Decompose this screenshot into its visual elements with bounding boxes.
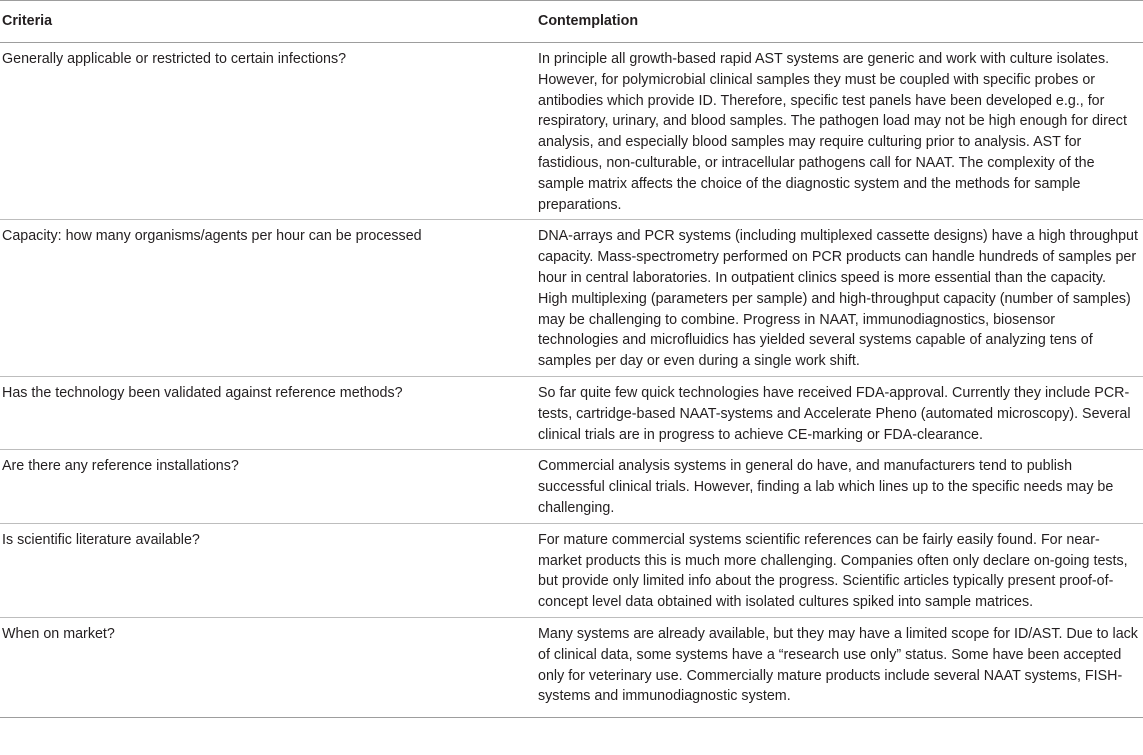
table-row (0, 43, 1143, 220)
criteria-cell: Capacity: how many organisms/agents per hour can be processed (0, 220, 536, 377)
criteria-cell: Are there any reference installations? (0, 450, 536, 523)
table-row (0, 450, 1143, 523)
criteria-cell: Is scientific literature available? (0, 523, 536, 617)
contemplation-cell: DNA-arrays and PCR systems (including multiplexed cassette designs) have a high throughput capacity. Mass-spectrometry performed on PCR products can handle hundreds of samples per hour in central laboratories. In outpatient clinics speed is more essential than the capacity. High multiplexing (parameters per sample) and high-throughput capacity (number of samples) may be challenging to combine. Progress in NAAT, immunodiagnostics, biosensor technologies and microfluidics has yielded several systems capable of analyzing tens of samples per day or even during a single work shift. (536, 220, 1143, 377)
criteria-cell: When on market? (0, 617, 536, 717)
table-row (0, 220, 1143, 377)
contemplation-cell: For mature commercial systems scientific references can be fairly easily found. For near-market products this is much more challenging. Companies often only declare on-going tests, but provide only limited info about the progress. Scientific articles typically present proof-of-concept level data obtained with isolated cultures spiked into sample matrices. (536, 523, 1143, 617)
table-row (0, 617, 1143, 717)
table-body (0, 43, 1143, 718)
header-contemplation: Contemplation (536, 1, 1143, 43)
table-row (0, 376, 1143, 449)
contemplation-cell: Commercial analysis systems in general do have, and manufacturers tend to publish successful clinical trials. However, finding a lab which lines up to the specific needs may be challenging. (536, 450, 1143, 523)
contemplation-cell: So far quite few quick technologies have received FDA-approval. Currently they include PCR-tests, cartridge-based NAAT-systems and Accelerate Pheno (automated microscopy). Several clinical trials are in progress to achieve CE-marking or FDA-clearance. (536, 376, 1143, 449)
table-row (0, 523, 1143, 617)
criteria-cell: Has the technology been validated against reference methods? (0, 376, 536, 449)
header-criteria: Criteria (0, 1, 536, 43)
contemplation-cell: Many systems are already available, but they may have a limited scope for ID/AST. Due to lack of clinical data, some systems have a “research use only” status. Some have been accepted only for veterinary use. Commercially mature products include several NAAT systems, FISH-systems and immunodiagnostic system. (536, 617, 1143, 717)
contemplation-cell: In principle all growth-based rapid AST systems are generic and work with culture isolates. However, for polymicrobial clinical samples they must be coupled with specific probes or antibodies which provide ID. Therefore, specific test panels have been developed e.g., for respiratory, urinary, and blood samples. The pathogen load may not be high enough for direct analysis, and especially blood samples may require culturing prior to analysis. AST for fastidious, non-culturable, or intracellular pathogens call for NAAT. The complexity of the sample matrix affects the choice of the diagnostic system and the methods for sample preparations. (536, 43, 1143, 220)
table-header (0, 1, 1143, 43)
criteria-cell: Generally applicable or restricted to certain infections? (0, 43, 536, 220)
header-row (0, 1, 1143, 43)
